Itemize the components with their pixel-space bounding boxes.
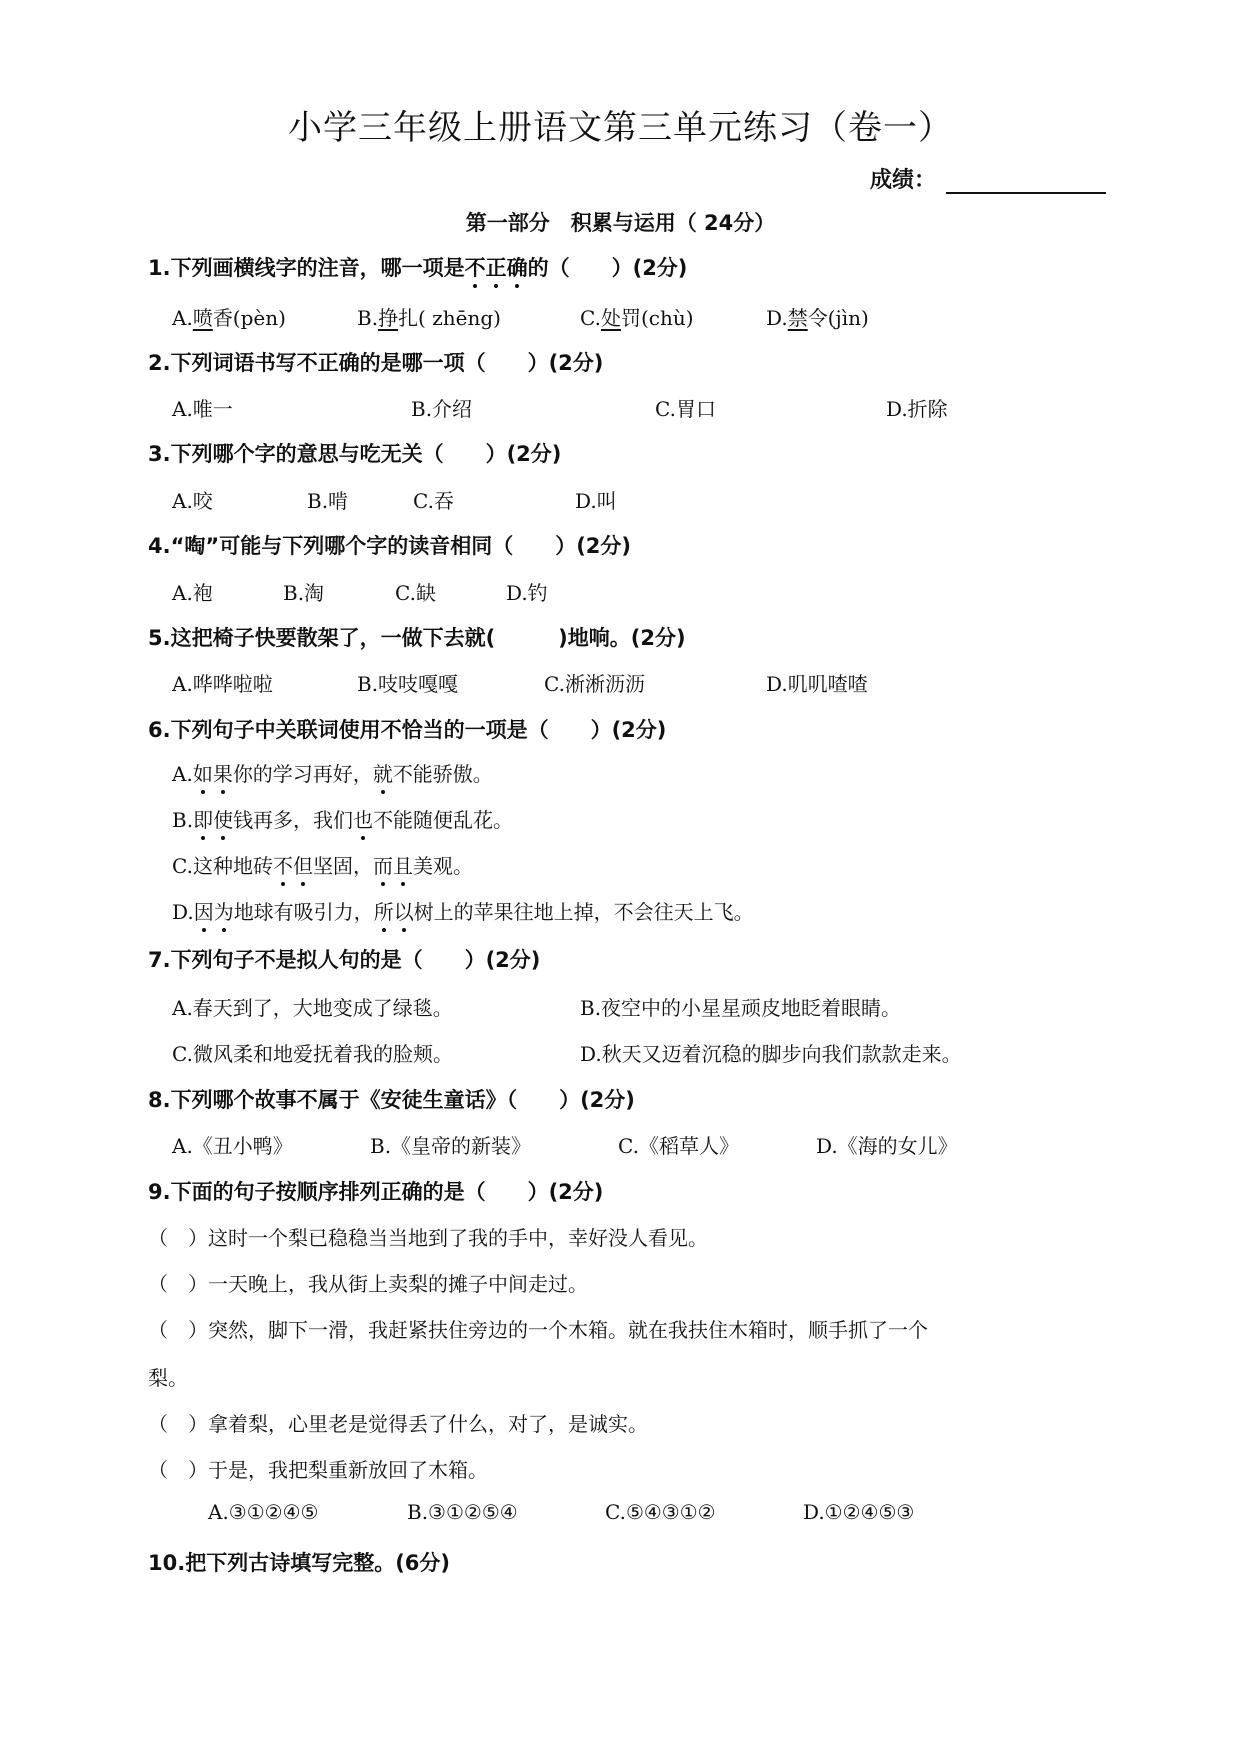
question-7-option-c[interactable]: C.微风柔和地爱抚着我的脸颊。 xyxy=(172,1042,453,1066)
question-3-option-c[interactable]: C.吞 xyxy=(413,489,454,513)
option-text: 不能随便乱花。 xyxy=(373,808,514,832)
question-9-sentence-4: （ ）拿着梨，心里老是觉得丢了什么，对了，是诚实。 xyxy=(148,1412,648,1436)
question-9-sentence-3: （ ）突然，脚下一滑，我赶紧扶住旁边的一个木箱。就在我扶住木箱时，顺手抓了一个 xyxy=(148,1318,928,1342)
question-4-option-c[interactable]: C.缺 xyxy=(395,581,436,605)
emphasis-char: 使 xyxy=(213,808,234,832)
question-4-option-d[interactable]: D.钓 xyxy=(506,581,548,605)
emphasis-char: 果 xyxy=(212,762,233,786)
question-9-sentence-3-cont: 梨。 xyxy=(148,1366,188,1390)
question-9-option-a[interactable]: A.③①②④⑤ xyxy=(208,1500,319,1524)
question-5-option-b[interactable]: B.吱吱嘎嘎 xyxy=(357,672,459,696)
option-text: 美观。 xyxy=(412,854,473,878)
question-3-stem: 3.下列哪个字的意思与吃无关（ ）(2分) xyxy=(148,442,562,466)
question-6-stem: 6.下列句子中关联词使用不恰当的一项是（ ）(2分) xyxy=(148,718,667,742)
question-4-option-a[interactable]: A.袍 xyxy=(172,581,213,605)
question-6-option-c[interactable] xyxy=(172,850,473,879)
emphasis-char: 不 xyxy=(464,256,486,280)
question-7-option-b[interactable]: B.夜空中的小星星顽皮地眨着眼睛。 xyxy=(580,996,902,1020)
option-text: 坚固， xyxy=(312,854,373,878)
question-5-stem: 5.这把椅子快要散架了，一做下去就( )地响。(2分) xyxy=(148,626,686,650)
question-8-option-b[interactable]: B.《皇帝的新装》 xyxy=(370,1134,532,1158)
emphasis-char: 以 xyxy=(393,900,414,924)
question-6-option-d[interactable] xyxy=(172,896,754,925)
question-1-stem: 1.下列画横线字的注音，哪一项是不正确的（ ）(2分) xyxy=(148,256,688,280)
section-label: 积累与运用（ 24分） xyxy=(570,211,776,235)
option-text: 地球有吸引力， xyxy=(233,900,374,924)
question-4-stem: 4.“啕”可能与下列哪个字的读音相同（ ）(2分) xyxy=(148,534,631,558)
question-9-option-d[interactable]: D.①②④⑤③ xyxy=(803,1500,915,1524)
emphasis-char: 不 xyxy=(272,854,293,878)
option-text: B. xyxy=(172,808,194,832)
question-2-option-c[interactable]: C.胃口 xyxy=(655,397,716,421)
question-3-option-d[interactable]: D.叫 xyxy=(575,489,617,513)
score-field xyxy=(870,163,1106,194)
emphasis-char: 因 xyxy=(193,900,214,924)
question-2-stem: 2.下列词语书写不正确的是哪一项（ ）(2分) xyxy=(148,351,604,375)
question-9-stem: 9.下面的句子按顺序排列正确的是（ ）(2分) xyxy=(148,1180,604,1204)
emphasis-char: 即 xyxy=(193,808,214,832)
question-1-option-d[interactable]: D.禁令(jìn) xyxy=(766,306,869,330)
option-text: 树上的苹果往地上掉，不会往天上飞。 xyxy=(413,900,754,924)
option-text: C.这种地砖 xyxy=(172,854,273,878)
question-7-option-d[interactable]: D.秋天又迈着沉稳的脚步向我们款款走来。 xyxy=(580,1042,962,1066)
question-8-stem: 8.下列哪个故事不属于《安徒生童话》（ ）(2分) xyxy=(148,1088,635,1112)
option-text: D. xyxy=(172,900,194,924)
question-6-option-a[interactable] xyxy=(172,758,493,787)
question-2-option-b[interactable]: B.介绍 xyxy=(411,397,473,421)
question-1-option-c[interactable]: C.处罚(chù) xyxy=(580,306,694,330)
emphasis-char: 所 xyxy=(373,900,394,924)
emphasis-char: 也 xyxy=(353,808,374,832)
question-3-option-a[interactable]: A.咬 xyxy=(172,489,213,513)
section-name: 第一部分 xyxy=(465,211,550,235)
question-4-option-b[interactable]: B.淘 xyxy=(283,581,325,605)
section-heading xyxy=(0,207,1241,237)
emphasized-text xyxy=(465,256,528,280)
question-9-option-c[interactable]: C.⑤④③①② xyxy=(605,1500,716,1524)
question-8-option-a[interactable]: A.《丑小鸭》 xyxy=(172,1134,293,1158)
option-text: 钱再多，我们 xyxy=(233,808,354,832)
emphasis-char: 正 xyxy=(485,256,507,280)
question-9-sentence-5: （ ）于是，我把梨重新放回了木箱。 xyxy=(148,1458,488,1482)
question-8-option-d[interactable]: D.《海的女儿》 xyxy=(816,1134,958,1158)
question-9-option-b[interactable]: B.③①②⑤④ xyxy=(407,1500,518,1524)
question-2-option-d[interactable]: D.折除 xyxy=(886,397,948,421)
option-text: 你的学习再好， xyxy=(232,762,373,786)
page-title: 小学三年级上册语文第三单元练习（卷一） xyxy=(288,108,953,148)
option-text: A. xyxy=(172,762,193,786)
emphasis-char: 如 xyxy=(192,762,213,786)
question-1-option-a[interactable]: A.喷香(pèn) xyxy=(172,306,286,330)
question-5-option-d[interactable]: D.叽叽喳喳 xyxy=(766,672,868,696)
question-6-option-b[interactable] xyxy=(172,804,513,833)
emphasis-char: 而 xyxy=(372,854,393,878)
emphasis-char: 确 xyxy=(506,256,528,280)
question-5-option-c[interactable]: C.淅淅沥沥 xyxy=(544,672,645,696)
emphasis-char: 且 xyxy=(392,854,413,878)
question-9-sentence-2: （ ）一天晚上，我从街上卖梨的摊子中间走过。 xyxy=(148,1272,588,1296)
score-label: 成绩： xyxy=(870,168,937,193)
question-8-option-c[interactable]: C.《稻草人》 xyxy=(618,1134,739,1158)
score-blank[interactable] xyxy=(946,170,1106,194)
emphasis-char: 但 xyxy=(292,854,313,878)
question-7-option-a[interactable]: A.春天到了，大地变成了绿毯。 xyxy=(172,996,453,1020)
question-9-sentence-1: （ ）这时一个梨已稳稳当当地到了我的手中，幸好没人看见。 xyxy=(148,1226,708,1250)
emphasis-char: 为 xyxy=(213,900,234,924)
question-3-option-b[interactable]: B.啃 xyxy=(307,489,349,513)
emphasis-char: 就 xyxy=(372,762,393,786)
question-2-option-a[interactable]: A.唯一 xyxy=(172,397,233,421)
question-1-option-b[interactable]: B.挣扎( zhēng) xyxy=(357,306,501,330)
option-text: 不能骄傲。 xyxy=(392,762,493,786)
question-10-stem: 10.把下列古诗填写完整。(6分) xyxy=(148,1551,451,1575)
question-7-stem: 7.下列句子不是拟人句的是（ ）(2分) xyxy=(148,948,541,972)
question-5-option-a[interactable]: A.哗哗啦啦 xyxy=(172,672,273,696)
